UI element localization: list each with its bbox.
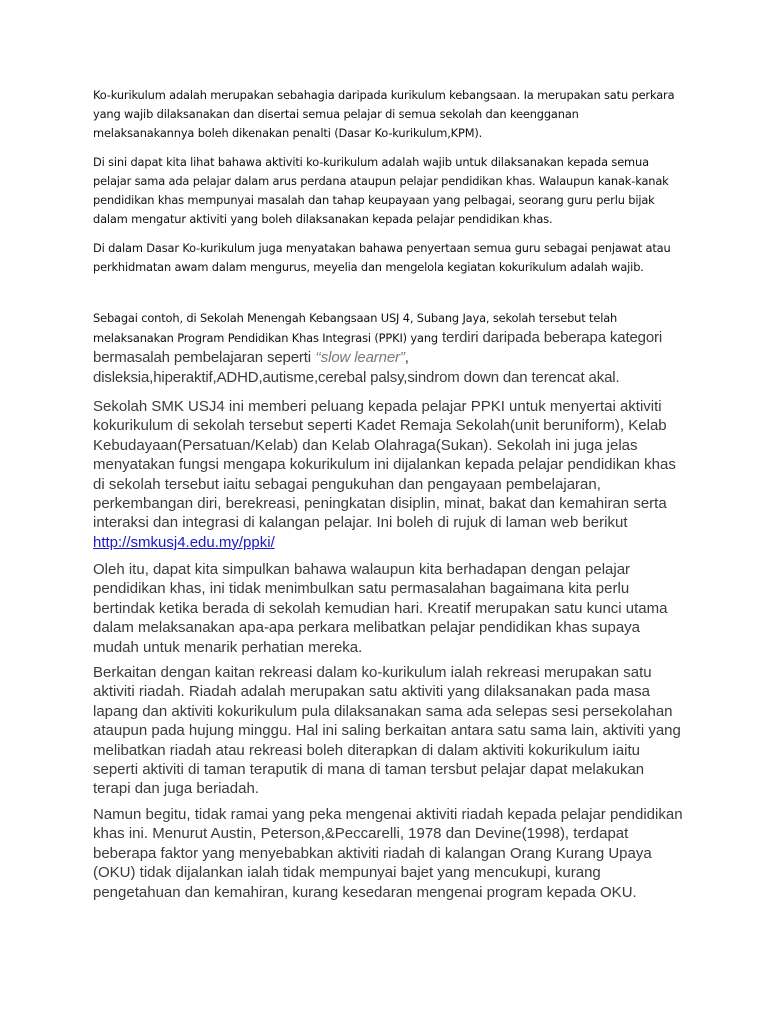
paragraph-1: Ko-kurikulum adalah merupakan sebahagia daripada kurikulum kebangsaan. Ia merupakan satu perkara yang wajib dilaksanakan dan disertai semua pelajar di semua sekolah dan keengganan melaksanakannya boleh dikenakan penalti (Dasar Ko-kurikulum,KPM). [93,88,675,140]
paragraph-4 [93,308,683,388]
paragraph-2: Di sini dapat kita lihat bahawa aktiviti ko-kurikulum adalah wajib untuk dilaksanakan kepada semua pelajar sama ada pelajar dalam arus perdana ataupun pelajar pendidikan khas. Walaupun kanak-kanak pendidikan khas mempunyai masalah dan tahap keupayaan yang pelbagai, seorang guru perlu bijak dalam mengatur aktiviti yang boleh dilaksanakan kepada pelajar pendidikan khas. [93,155,669,226]
paragraph-4-italic: ‘‘slow learner” [315,349,405,366]
paragraph-7: Berkaitan dengan kaitan rekreasi dalam ko-kurikulum ialah rekreasi merupakan satu aktiviti riadah. Riadah adalah merupakan satu aktiviti yang dilaksanakan pada masa lapang dan aktiviti kokurikulum pula dilaksanakan sama ada selepas sesi persekolahan ataupun pada hujung minggu. Hal ini saling berkaitan antara satu sama lain, aktiviti yang melibatkan riadah atau rekreasi boleh diterapkan di dalam aktiviti kokurikulum iaitu seperti aktiviti di taman teraputik di mana di taman tersbut pelajar dapat melakukan terapi dan juga beriadah. [93,664,681,798]
paragraph-4-body: terdiri daripada beberapa kategori bermasalah pembelajaran seperti [93,329,663,366]
paragraph-3: Di dalam Dasar Ko-kurikulum juga menyatakan bahawa penyertaan semua guru sebagai penjawat atau perkhidmatan awam dalam mengurus, meyelia dan mengelola kegiatan kokurikulum adalah wajib. [93,241,671,274]
ppki-web-link[interactable]: http://smkusj4.edu.my/ppki/ [93,533,275,551]
paragraph-8: Namun begitu, tidak ramai yang peka mengenai aktiviti riadah kepada pelajar pendidikan khas ini. Menurut Austin, Peterson,&Peccarelli, 1978 dan Devine(1998), terdapat beberapa faktor yang menyebabkan aktiviti riadah di kalangan Orang Kurang Upaya (OKU) tidak dijalankan ialah tidak mempunyai bajet yang mencukupi, kurang pengetahuan dan kemahiran, kurang kesedaran mengenai program kepada OKU. [93,806,683,901]
paragraph-5 [93,397,683,552]
paragraph-5-text: Sekolah SMK USJ4 ini memberi peluang kepada pelajar PPKI untuk menyertai aktiviti kokurikulum di sekolah tersebut seperti Kadet Remaja Sekolah(unit beruniform), Kelab Kebudayaan(Persatuan/Kelab) dan Kelab Olahraga(Sukan). Sekolah ini juga jelas menyatakan fungsi mengapa kokurikulum ini dijalankan kepada pelajar pendidikan khas di sekolah tersebut iaitu sebagai pengukuhan dan pengayaan pembelajaran, perkembangan diri, berekreasi, peningkatan disiplin, minat, bakat dan kemahiran serta interaksi dan integrasi di kalangan pelajar. Ini boleh di rujuk di laman web berikut [93,398,676,532]
paragraph-6: Oleh itu, dapat kita simpulkan bahawa walaupun kita berhadapan dengan pelajar pendidikan khas, ini tidak menimbulkan satu permasalahan bagaimana kita perlu bertindak ketika berada di sekolah kemudian hari. Kreatif merupakan satu kunci utama dalam melaksanakan apa-apa perkara melibatkan pelajar pendidikan khas supaya mudah untuk menarik perhatian mereka. [93,561,668,656]
paragraph-4-end: , disleksia,hiperaktif,ADHD,autisme,cerebal palsy,sindrom down dan terencat akal. [93,349,620,386]
paragraph-4-intro: Sebagai contoh, di Sekolah Menengah Kebangsaan USJ 4, Subang Jaya, sekolah tersebut telah melaksanakan Program Pendidikan Khas Integrasi (PPKI) yang [93,311,618,345]
